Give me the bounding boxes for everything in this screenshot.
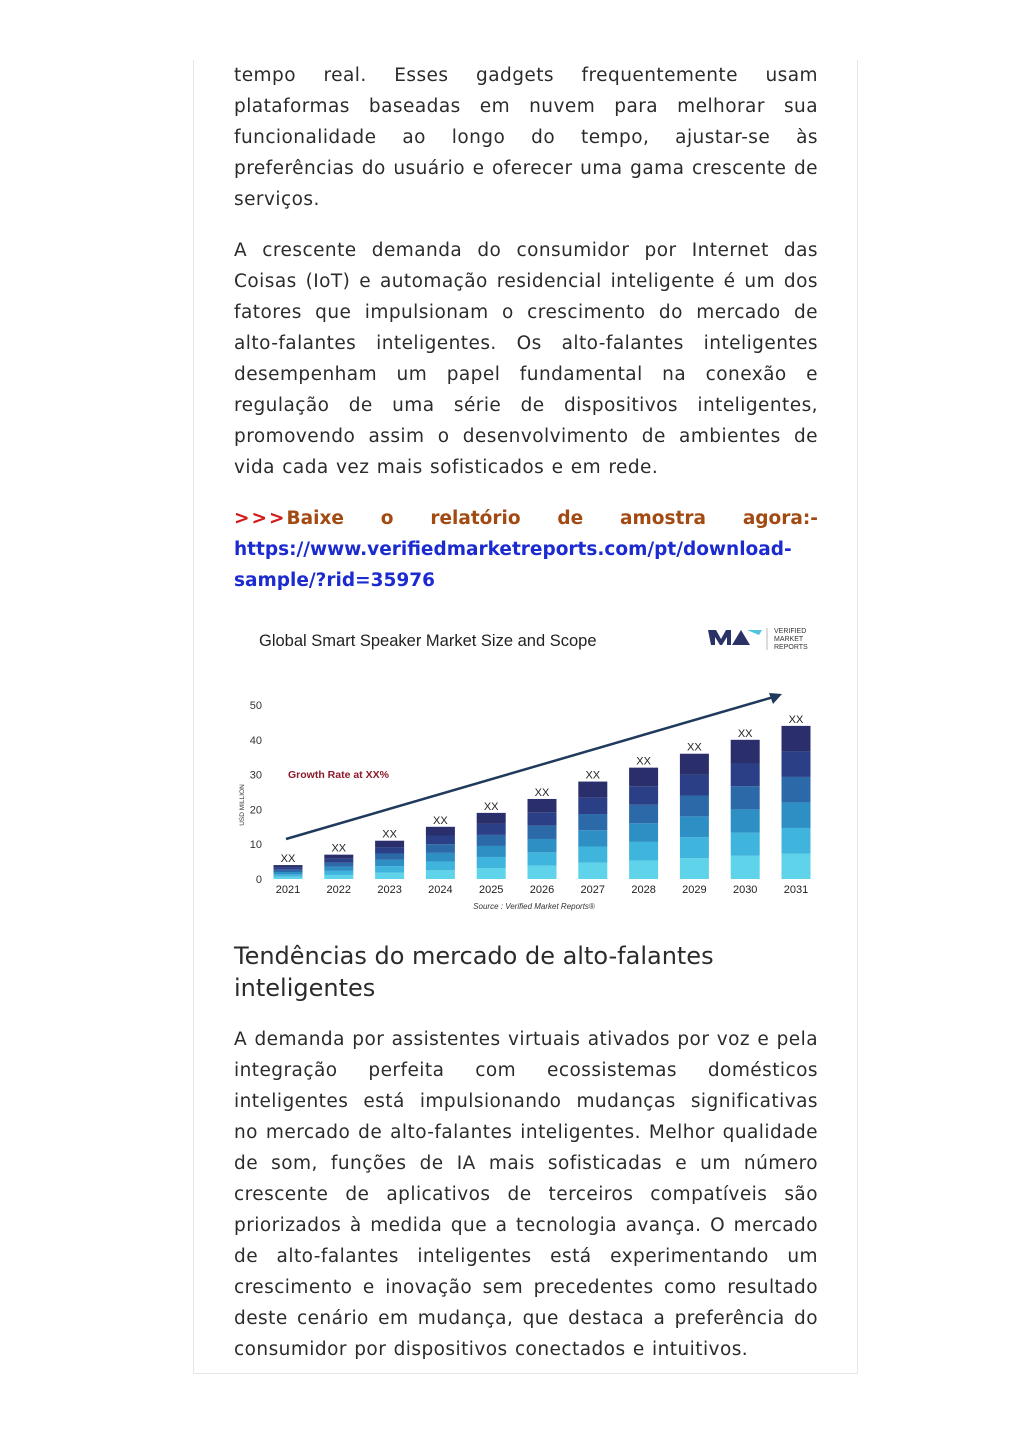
bar-segment — [324, 859, 353, 863]
bar-segment — [426, 870, 455, 879]
bar-segment — [426, 853, 455, 862]
data-label: XX — [585, 769, 601, 782]
bars — [274, 726, 811, 879]
bar-segment — [426, 844, 455, 853]
bar-segment — [528, 839, 557, 852]
bar-segment — [528, 852, 557, 865]
intro-paragraph: tempo real. Esses gadgets frequentemente usam plataformas baseadas em nuvem para melhorar sua funcionalidade ao longo do tempo, ajustar-se às preferências do usuário e oferecer uma gama crescente de serviços. — [234, 65, 818, 210]
bar-segment — [477, 824, 506, 835]
bar-segment — [680, 837, 709, 858]
bar-segment — [629, 805, 658, 824]
y-tick-label: 10 — [249, 839, 262, 852]
cta-word: Baixe — [286, 508, 344, 529]
cta-arrow: >>> — [234, 508, 287, 529]
x-tick-label: 2029 — [682, 884, 707, 896]
logo-text-3: REPORTS — [774, 644, 808, 651]
chart-source: Source : Verified Market Reports® — [473, 902, 595, 911]
bar-segment — [426, 827, 455, 836]
bar-segment — [782, 726, 811, 752]
bar-segment — [375, 853, 404, 859]
bar-segment — [477, 846, 506, 857]
bar-segment — [629, 768, 658, 787]
bar-segment — [477, 868, 506, 879]
y-tick-label: 50 — [249, 700, 262, 712]
chart-svg — [234, 617, 818, 915]
y-tick-label: 30 — [249, 769, 262, 782]
bar-segment — [782, 777, 811, 803]
data-label: XX — [737, 727, 753, 740]
cta-heading-line — [234, 503, 818, 534]
bar-segment — [578, 830, 607, 846]
logo — [708, 628, 808, 651]
bar-segment — [375, 847, 404, 853]
bar-segment — [324, 867, 353, 871]
chart-title: Global Smart Speaker Market Size and Scope — [259, 632, 597, 650]
bar-segment — [274, 874, 303, 876]
bar-segment — [528, 812, 557, 825]
data-label: XX — [687, 741, 702, 754]
logo-mark-icon — [708, 630, 731, 645]
bar-segment — [578, 863, 607, 879]
download-sample-cta — [234, 503, 818, 596]
bar-segment — [274, 870, 303, 872]
data-label: XX — [788, 713, 804, 726]
article-body-top — [234, 60, 818, 596]
link-line-2: sample/?rid=35976 — [234, 570, 435, 591]
bar-segment — [426, 836, 455, 845]
bar-segment — [782, 802, 811, 828]
bar-segment — [274, 865, 303, 867]
bar-segment — [731, 763, 760, 786]
bar-segment — [477, 835, 506, 846]
x-tick-label: 2024 — [428, 884, 453, 896]
bar-segment — [426, 862, 455, 871]
y-tick-label: 0 — [255, 874, 262, 886]
bar-segment — [782, 751, 811, 777]
data-label: XX — [382, 828, 397, 841]
market-size-chart — [234, 617, 818, 915]
data-label: XX — [433, 814, 448, 827]
bar-segment — [375, 841, 404, 847]
bar-segment — [731, 740, 760, 763]
data-label: XX — [636, 755, 651, 768]
bar-segment — [274, 877, 303, 879]
cta-word: o — [380, 508, 394, 529]
y-tick-label: 20 — [249, 804, 262, 817]
bar-segment — [629, 823, 658, 842]
bar-segment — [680, 775, 709, 796]
x-tick-label: 2031 — [783, 884, 809, 896]
bar-segment — [578, 798, 607, 814]
bar-segment — [324, 875, 353, 879]
bar-segment — [680, 816, 709, 837]
article-body-bottom — [234, 1024, 818, 1365]
bar-segment — [324, 855, 353, 859]
cta-word: agora:- — [742, 508, 818, 529]
bar-segment — [578, 782, 607, 798]
bar-segment — [477, 813, 506, 824]
logo-accent-icon — [747, 630, 762, 635]
x-tick-label: 2027 — [580, 884, 606, 896]
link-line-1: https://www.verifiedmarketreports.com/pt/download- — [234, 539, 792, 560]
y-axis-ticks — [250, 700, 262, 886]
x-tick-label: 2023 — [377, 884, 402, 896]
section-heading: Tendências do mercado de alto-falantes inteligentes — [234, 942, 714, 1002]
x-tick-label: 2025 — [478, 884, 504, 896]
bar-segment — [324, 863, 353, 867]
bar-segment — [375, 866, 404, 872]
bar-segment — [375, 873, 404, 879]
bar-segment — [528, 826, 557, 839]
logo-text-2: MARKET — [774, 636, 804, 643]
bar-segment — [782, 853, 811, 879]
bar-segment — [629, 860, 658, 879]
bar-segment — [629, 786, 658, 805]
x-tick-label: 2021 — [275, 884, 301, 896]
bar-segment — [274, 867, 303, 869]
bar-segment — [528, 799, 557, 812]
x-tick-label: 2022 — [326, 884, 352, 896]
cta-word: amostra — [620, 508, 706, 529]
x-tick-label: 2030 — [732, 884, 758, 896]
data-label: XX — [280, 853, 296, 866]
trends-paragraph: A demanda por assistentes virtuais ativados por voz e pela integração perfeita com ecossistemas domésticos inteligentes está impulsionando mudanças significativas no mercado de alto-falantes inteligentes. Melhor qualidade de som, funções de IA mais sofisticadas e um número crescente de aplicativos de terceiros compatíveis são priorizados à medida que a tecnologia avança. O mercado de alto-falantes inteligentes está experimentando um crescimento e inovação sem precedentes como resultado deste cenário em mudança, que destaca a preferência do consumidor por dispositivos conectados e intuitivos. — [234, 1029, 818, 1360]
demand-paragraph: A crescente demanda do consumidor por Internet das Coisas (IoT) e automação residencial inteligente é um dos fatores que impulsionam o crescimento do mercado de alto-falantes inteligentes. Os alto-falantes inteligentes desempenham um papel fundamental na conexão e regulação de uma série de dispositivos inteligentes, promovendo assim o desenvolvimento de ambientes de vida cada vez mais sofisticados e em rede. — [234, 240, 818, 478]
bar-segment — [731, 856, 760, 879]
bar-segment — [731, 786, 760, 809]
bar-segment — [680, 754, 709, 775]
cta-word: de — [557, 508, 584, 529]
logo-arrow-icon — [732, 630, 750, 645]
download-sample-link[interactable] — [234, 534, 818, 596]
y-tick-label: 40 — [249, 734, 262, 747]
bar-segment — [731, 809, 760, 832]
cta-word: relatório — [430, 508, 521, 529]
bar-segment — [578, 814, 607, 830]
bar-segment — [578, 847, 607, 863]
bar-segment — [375, 860, 404, 866]
y-axis-label: USD MILLION — [239, 784, 246, 826]
bar-segment — [324, 871, 353, 875]
x-tick-label: 2026 — [529, 884, 555, 896]
logo-text-1: VERIFIED — [774, 628, 807, 635]
bar-segment — [680, 858, 709, 879]
growth-rate-annotation: Growth Rate at XX% — [288, 769, 389, 781]
bar-segment — [680, 795, 709, 816]
bar-segment — [731, 833, 760, 856]
x-axis-ticks — [276, 884, 808, 896]
data-label: XX — [331, 842, 347, 855]
bar-segment — [274, 872, 303, 874]
x-tick-label: 2028 — [631, 884, 656, 896]
data-label: XX — [534, 786, 550, 799]
bar-segment — [629, 842, 658, 861]
bar-segment — [477, 857, 506, 868]
data-label: XX — [483, 800, 499, 813]
bar-segment — [528, 866, 557, 879]
bar-segment — [782, 828, 811, 854]
